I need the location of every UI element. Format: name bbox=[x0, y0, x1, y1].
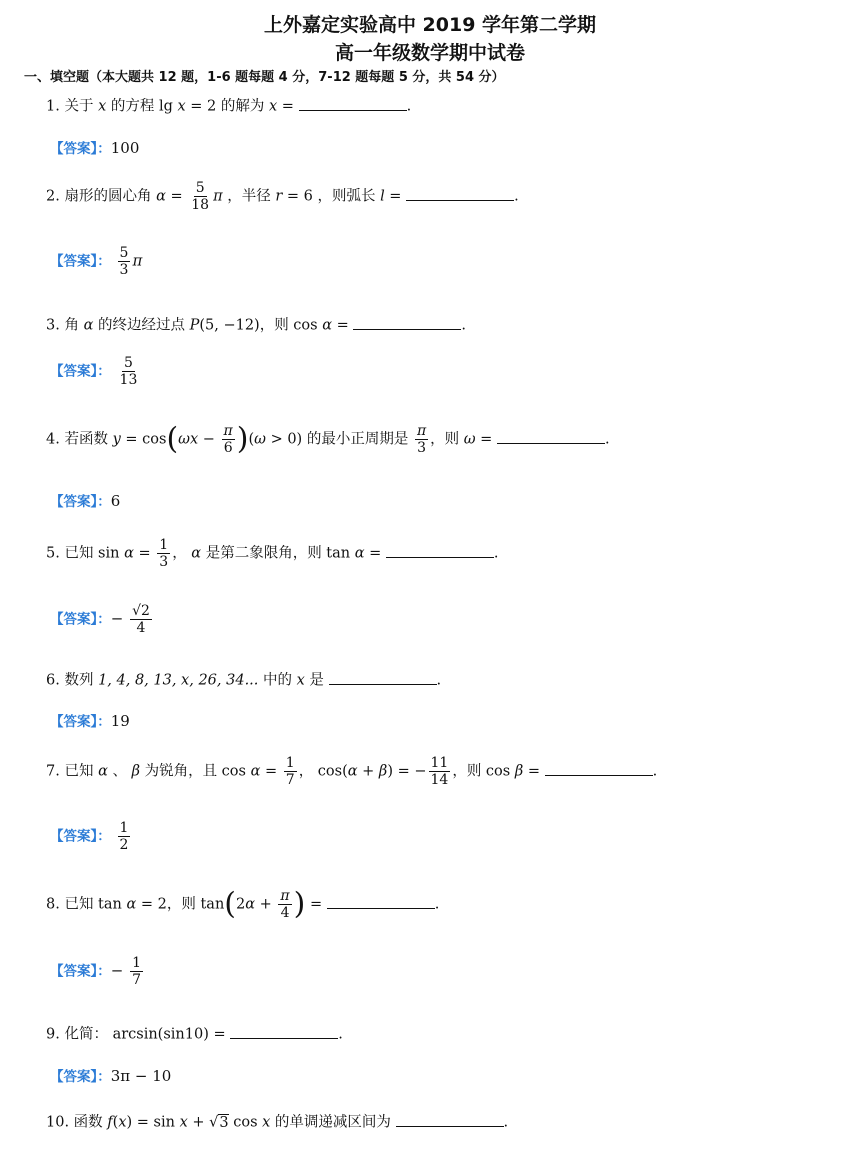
answer-blank[interactable] bbox=[327, 893, 435, 909]
answer-9: 【答案】：3π − 10 bbox=[50, 1067, 172, 1085]
answer-2: 【答案】： $\frac{5}{3}$ π bbox=[50, 245, 143, 279]
answer-blank[interactable] bbox=[353, 314, 461, 330]
exam-title-line1: 上外嘉定实验高中 2019 学年第二学期 bbox=[263, 14, 597, 36]
question-9: 9. 化简： arcsin(sin10) = . bbox=[46, 1023, 343, 1042]
answer-1: 【答案】：100 bbox=[50, 139, 140, 157]
answer-blank[interactable] bbox=[497, 428, 605, 444]
question-4: 4. 若函数 y = cos(ωx − $\frac{\pi}{6}$ )(ω > 0) 的最小正周期是 $\frac{\pi}{3}$ ，则 ω = . bbox=[46, 421, 610, 457]
answer-blank[interactable] bbox=[329, 669, 437, 685]
answer-blank[interactable] bbox=[386, 542, 494, 558]
answer-blank[interactable] bbox=[230, 1023, 338, 1039]
answer-6: 【答案】：19 bbox=[50, 712, 130, 730]
question-10: 10. 函数 f(x) = sin x + √3 cos x 的单调递减区间为 . bbox=[46, 1111, 508, 1130]
section-heading: 一、填空题（本大题共 12 题，1-6 题每题 4 分，7-12 题每题 5 分，共 54 分） bbox=[24, 70, 505, 85]
answer-8: 【答案】：− $\frac{1}{7}$ bbox=[50, 955, 142, 989]
question-1: 1. 关于 x 的方程 lg x = 2 的解为 x = . bbox=[46, 95, 411, 114]
answer-3: 【答案】： $\frac{5}{13}$ bbox=[50, 355, 138, 389]
question-7: 7. 已知 α 、 β 为锐角，且 cos α = $\frac{1}{7}$ ， cos(α + β) = − $\frac{11}{14}$ ，则 cos β = . bbox=[46, 755, 658, 789]
question-6: 6. 数列 1, 4, 8, 13, x, 26, 34... 中的 x 是 . bbox=[46, 669, 441, 688]
answer-blank[interactable] bbox=[299, 95, 407, 111]
answer-4: 【答案】：6 bbox=[50, 492, 121, 510]
question-2: 2. 扇形的圆心角 α = $\frac{5}{18}$ π ，半径 r = 6 ，则弧长 l = . bbox=[46, 180, 519, 214]
answer-blank[interactable] bbox=[396, 1111, 504, 1127]
question-5: 5. 已知 sin α = $\frac{1}{3}$ ， α 是第二象限角，则 tan α = . bbox=[46, 537, 499, 571]
question-3: 3. 角 α 的终边经过点 P(5, −12)，则 cos α = . bbox=[46, 314, 466, 333]
answer-blank[interactable] bbox=[545, 760, 653, 776]
answer-5: 【答案】：− $\frac{√2}{4}$ bbox=[50, 603, 150, 637]
question-8: 8. 已知 tan α = 2，则 tan(2α + $\frac{\pi}{4}$ ) = . bbox=[46, 886, 440, 922]
answer-7: 【答案】： $\frac{1}{2}$ bbox=[50, 820, 129, 854]
answer-blank[interactable] bbox=[406, 185, 514, 201]
exam-title-line2: 高一年级数学期中试卷 bbox=[334, 42, 525, 64]
